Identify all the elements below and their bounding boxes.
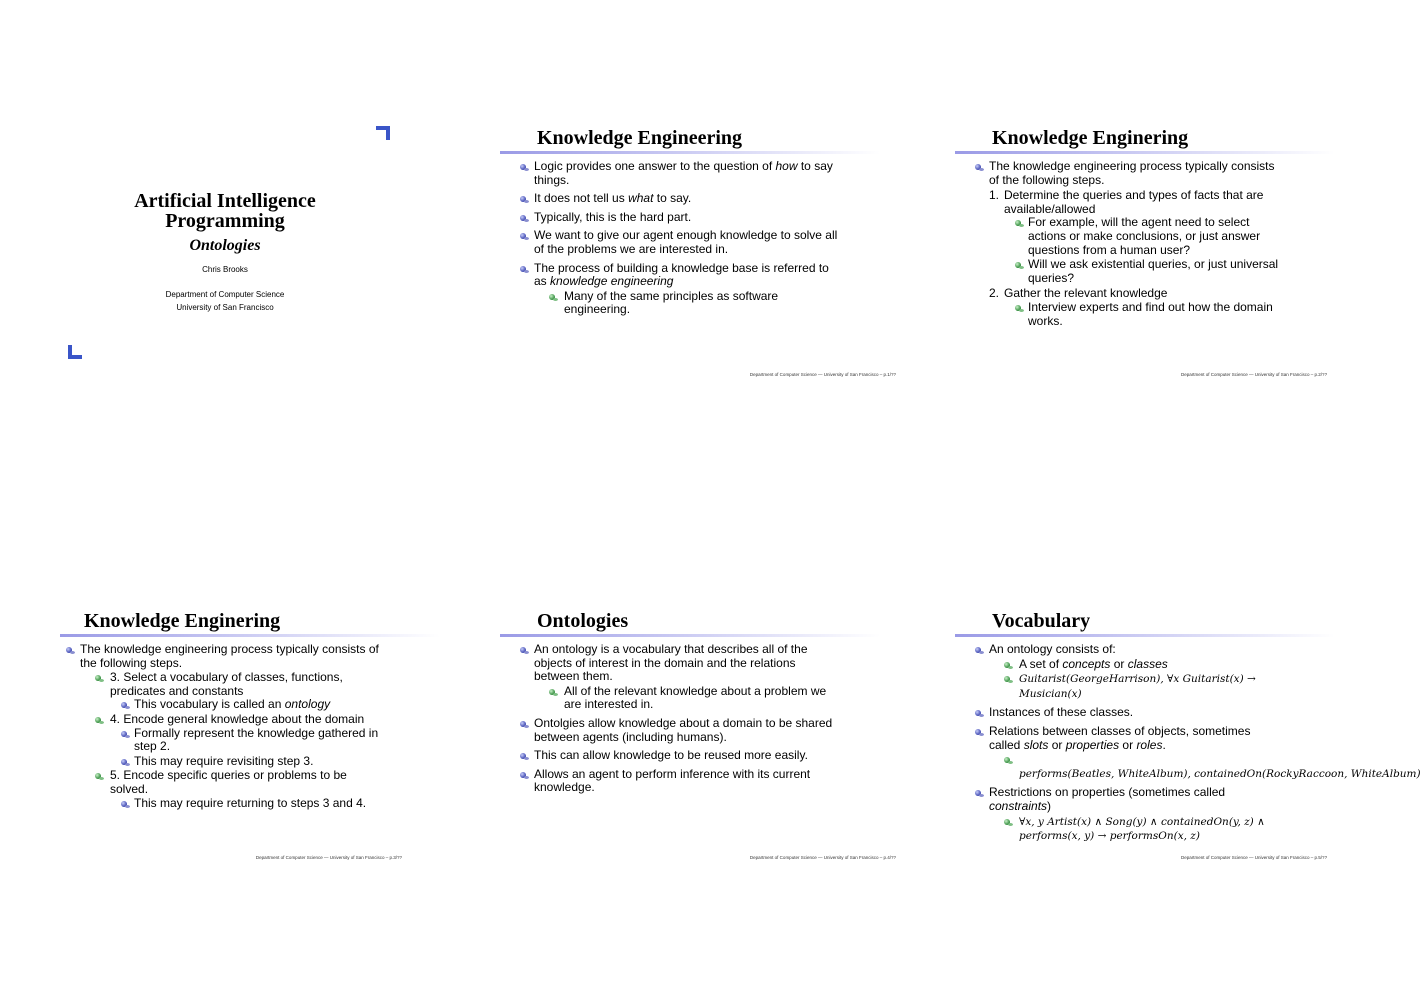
- bullet-item: The process of building a knowledge base is referred to as knowledge engineering Many of the same principles as software engineering.: [520, 262, 840, 317]
- sub-bullet-item: All of the relevant knowledge about a problem we are interested in.: [549, 685, 840, 712]
- slide-ontologies: [500, 603, 900, 863]
- bullet-icon: [520, 720, 529, 729]
- bullet-icon: [121, 701, 130, 710]
- numbered-step: 1. Determine the queries and types of facts that are available/allowed For example, will the agent need to select actions or make conclusions, or just answer questions from a human user? Will we ask existential queries, or just universal queries?: [989, 189, 1285, 285]
- bullet-icon: [520, 646, 529, 655]
- slide-body: [520, 643, 840, 800]
- slide-footer: Department of Computer Science — University of San Francisco – p.1/??: [749, 372, 896, 377]
- title-underline: [500, 151, 880, 154]
- bullet-item: We want to give our agent enough knowledge to solve all of the problems we are interested in.: [520, 229, 840, 256]
- slide-vocabulary: [955, 603, 1421, 863]
- bullet-item: Instances of these classes.: [975, 706, 1285, 720]
- slide-title: Ontologies: [537, 610, 629, 632]
- slide-body: [66, 643, 386, 815]
- slide-body: [975, 160, 1285, 333]
- bullet-item: The knowledge engineering process typically consists of the following steps. 1. Determine the queries and types of facts that are available/allowed For example, will the agent need to select actions or make conclusions, or just answer questions from a human user? Will we ask existential queries, or just universal queries? 2. Gather the relevant knowledge Interview experts and find out how the domain works.: [975, 160, 1285, 328]
- sub-bullet-item: 4. Encode general knowledge about the domain Formally represent the knowledge gathered in step 2. This may require revisiting step 3.: [95, 713, 386, 768]
- bullet-icon: [121, 758, 130, 767]
- sub-bullet-icon: [1004, 756, 1013, 765]
- slide-footer: Department of Computer Science — University of San Francisco – p.2/??: [1181, 372, 1328, 377]
- bullet-item: An ontology is a vocabulary that describes all of the objects of interest in the domain and the relations between them. All of the relevant knowledge about a problem we are interested in.: [520, 643, 840, 712]
- slide-footer: Department of Computer Science — University of San Francisco – p.3/??: [255, 855, 402, 860]
- bullet-icon: [520, 771, 529, 780]
- bullet-icon: [975, 728, 984, 737]
- title-line-2: Programming: [165, 210, 285, 232]
- title-underline: [955, 634, 1335, 637]
- sub-bullet-icon: [549, 293, 558, 302]
- corner-mark-bottom-left-horiz: [68, 355, 82, 359]
- sub-bullet-item: Interview experts and find out how the domain works.: [1015, 301, 1285, 328]
- slide-body: [975, 642, 1421, 849]
- sub-bullet-icon: [1004, 818, 1013, 827]
- sub-bullet-icon: [95, 772, 104, 781]
- sub-bullet-item: 3. Select a vocabulary of classes, functions, predicates and constants This vocabulary is called an ontology: [95, 671, 386, 712]
- title-underline: [500, 634, 880, 637]
- bullet-icon: [975, 646, 984, 655]
- bullet-item: An ontology consists of: A set of concepts or classes Guitarist(GeorgeHarrison), ∀x Guitarist(x) → Musician(x): [975, 643, 1285, 701]
- sub-bullet-item: [1004, 753, 1421, 781]
- slide-footer: Department of Computer Science — University of San Francisco – p.5/??: [1181, 855, 1328, 860]
- bullet-icon: [66, 646, 75, 655]
- formula: performs(Beatles, WhiteAlbum), containedOn(RockyRaccoon, WhiteAlbum): [1019, 767, 1421, 780]
- slide-title: Knowledge Engineering: [537, 127, 743, 149]
- bullet-icon: [121, 800, 130, 809]
- bullet-item: Relations between classes of objects, sometimes called slots or properties or roles. performs(Beatles, WhiteAlbum), containedOn(RockyRaccoon, WhiteAlbum): [975, 725, 1285, 781]
- sub-bullet-icon: [549, 688, 558, 697]
- sub-sub-bullet-item: This may require returning to steps 3 and 4.: [121, 797, 386, 811]
- sub-bullet-icon: [1015, 261, 1024, 270]
- bullet-item: Typically, this is the hard part.: [520, 211, 840, 225]
- formula: Musician(x): [1019, 687, 1082, 700]
- sub-bullet-item: [1004, 672, 1285, 701]
- bullet-icon: [520, 752, 529, 761]
- formula: performs(x, y) → performsOn(x, z): [1019, 830, 1200, 843]
- sub-bullet-item: [1004, 815, 1285, 844]
- slide-knowledge-enginering-steps-1: [955, 120, 1328, 380]
- sub-bullet-item: Will we ask existential queries, or just universal queries?: [1015, 258, 1285, 285]
- bullet-icon: [520, 195, 529, 204]
- bullet-item: Ontolgies allow knowledge about a domain to be shared between agents (including humans).: [520, 717, 840, 744]
- formula: ∀x, y Artist(x) ∧ Song(y) ∧ containedOn(y, z) ∧: [1019, 815, 1265, 828]
- sub-bullet-icon: [1015, 304, 1024, 313]
- title-slide: [60, 120, 460, 380]
- slide-title: Knowledge Enginering: [84, 610, 281, 632]
- bullet-icon: [975, 789, 984, 798]
- slide-knowledge-engineering: [500, 120, 900, 380]
- slide-title: Vocabulary: [992, 610, 1091, 632]
- bullet-icon: [520, 214, 529, 223]
- sub-bullet-item: 5. Encode specific queries or problems to be solved. This may require returning to steps 3 and 4.: [95, 769, 386, 810]
- bullet-icon: [520, 265, 529, 274]
- bullet-item: Allows an agent to perform inference with its current knowledge.: [520, 768, 840, 795]
- title-underline: [60, 634, 440, 637]
- bullet-icon: [975, 163, 984, 172]
- bullet-item: Restrictions on properties (sometimes called constraints) ∀x, y Artist(x) ∧ Song(y) ∧ containedOn(y, z) ∧ performs(x, y) → performsOn(x, z): [975, 786, 1285, 843]
- formula: Guitarist(GeorgeHarrison), ∀x Guitarist(x) →: [1019, 673, 1256, 686]
- bullet-item: This can allow knowledge to be reused more easily.: [520, 749, 840, 763]
- sub-sub-bullet-item: This vocabulary is called an ontology: [121, 698, 386, 712]
- sub-bullet-icon: [95, 716, 104, 725]
- bullet-icon: [520, 163, 529, 172]
- bullet-item: The knowledge engineering process typically consists of the following steps. 3. Select a vocabulary of classes, functions, predicates and constants This vocabulary is called an ontology 4. Encode general knowledge about the domain Formally represent the knowledge gathered in step 2. This may require revisiting step 3. 5. Encode specific queries or problems to be solved. This may require returning to steps 3 and 4.: [66, 643, 386, 810]
- numbered-step: 2. Gather the relevant knowledge Interview experts and find out how the domain works.: [989, 287, 1285, 328]
- title-underline: [955, 151, 1335, 154]
- corner-mark-top-right-vert: [386, 126, 390, 140]
- bullet-icon: [520, 232, 529, 241]
- sub-sub-bullet-item: This may require revisiting step 3.: [121, 755, 386, 769]
- sub-bullet-item: For example, will the agent need to select actions or make conclusions, or just answer questions from a human user?: [1015, 216, 1285, 257]
- bullet-icon: [121, 730, 130, 739]
- subtitle: Ontologies: [189, 237, 261, 254]
- sub-bullet-item: A set of concepts or classes: [1004, 658, 1285, 672]
- sub-bullet-icon: [1015, 219, 1024, 228]
- author: Chris Brooks: [202, 265, 248, 274]
- slide-body: [520, 160, 840, 322]
- title-line-1: Artificial Intelligence: [134, 190, 316, 212]
- sub-bullet-icon: [1004, 661, 1013, 670]
- sub-bullet-item: Many of the same principles as software engineering.: [549, 290, 840, 317]
- bullet-item: Logic provides one answer to the question of how to say things.: [520, 160, 840, 187]
- slide-knowledge-enginering-steps-2: [60, 603, 460, 863]
- sub-bullet-icon: [95, 674, 104, 683]
- university: University of San Francisco: [176, 303, 274, 312]
- slide-title: Knowledge Enginering: [992, 127, 1189, 149]
- sub-sub-bullet-item: Formally represent the knowledge gathered in step 2.: [121, 727, 386, 754]
- sub-bullet-icon: [1004, 675, 1013, 684]
- department: Department of Computer Science: [165, 290, 285, 299]
- bullet-item: It does not tell us what to say.: [520, 192, 840, 206]
- bullet-icon: [975, 709, 984, 718]
- slide-footer: Department of Computer Science — University of San Francisco – p.4/??: [749, 855, 896, 860]
